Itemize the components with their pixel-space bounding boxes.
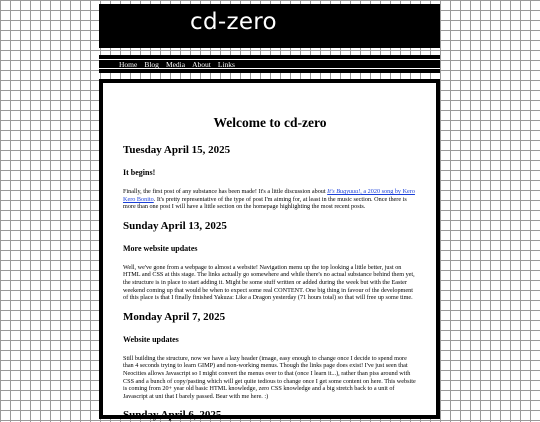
post-body-text: Finally, the first post of any substance has been made! It's a little discussion about bbox=[123, 188, 328, 195]
post-date: Sunday April 13, 2025 bbox=[123, 219, 227, 232]
page-title: Welcome to cd-zero bbox=[213, 115, 327, 130]
site-header bbox=[99, 4, 440, 48]
post-title: It begins! bbox=[123, 168, 156, 177]
post-body-text: . It's pretty representative of the type of post I'm aiming for, at least in the music section. Once there is more than one post I will have a little section on the homepage highlighting the most recent posts. bbox=[123, 195, 407, 211]
nav-links bbox=[99, 59, 440, 69]
post-title: Website updates bbox=[123, 334, 179, 344]
post-body bbox=[123, 188, 417, 211]
nav-link-blog[interactable]: Blog bbox=[144, 59, 159, 69]
post-date: Monday April 7, 2025 bbox=[123, 310, 226, 323]
song-link-title: It's Bugyuuu! bbox=[327, 188, 361, 195]
content-panel[interactable] bbox=[103, 83, 436, 422]
post-body: Still building the structure, now we have a lazy header (image, easy enough to change once I decide to spend more than 4 seconds trying to learn GIMP) and non-working menus. Though the links page does exist! I've just seen that Neocities allows Javascript so I might convert the menus over to that (once I learn it...), rather than piss around with CSS and a bunch of copy/pasting which will get quite tedious to change once I get some content on here. This website is coming from 20+ year old basic HTML knowledge, zero CSS knowledge and a big stretch back to a unit of Javascript at uni that I barely passed. Bear with me here. :) bbox=[123, 354, 416, 400]
nav-link-home[interactable]: Home bbox=[119, 59, 138, 69]
post-title: More website updates bbox=[123, 243, 198, 253]
nav-bar bbox=[99, 55, 440, 73]
song-link-rest: , a 2020 song by Kero Kero Bonito bbox=[123, 188, 415, 203]
site-logo[interactable]: cd-zero bbox=[190, 9, 277, 35]
nav-link-about[interactable]: About bbox=[192, 59, 211, 69]
nav-link-links[interactable]: Links bbox=[217, 59, 235, 69]
post-date: Sunday April 6, 2025 bbox=[123, 409, 222, 422]
post-date: Tuesday April 15, 2025 bbox=[123, 144, 231, 156]
nav-link-media[interactable]: Media bbox=[165, 59, 186, 69]
main-frame bbox=[99, 79, 440, 422]
post-body: Well, we've gone from a webpage to almost a website! Navigation menu up the top looking a little better, just on HTML and CSS at this stage. The links actually go somewhere and while there's no actual substance behind them yet, the structure is in place to start adding it. Might be some stuff written or added during the week but with the Easter weekend coming up that would be when to expect some real CONTENT. One big thing in favour of the development of this place is that I finally finished Yakuza: Like a Dragon yesterday (71 hours total) so that will free up some time. bbox=[123, 263, 415, 302]
